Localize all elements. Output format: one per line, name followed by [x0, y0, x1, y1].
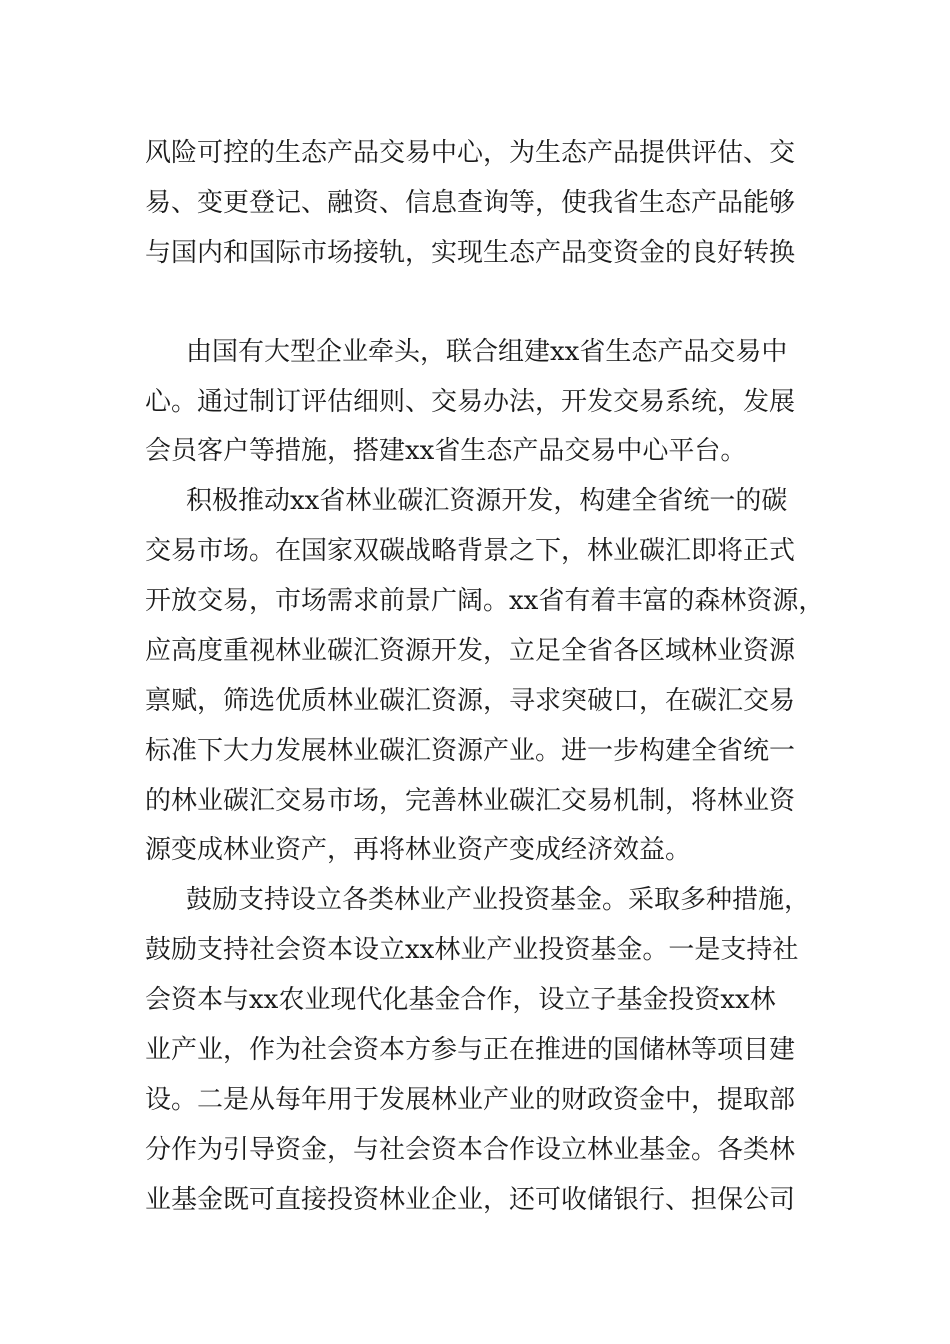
paragraph-2-line-1: 由国有大型企业牵头，联合组建xx省生态产品交易中	[186, 337, 788, 367]
paragraph-3-line-1: 积极推动xx省林业碳汇资源开发，构建全省统一的碳	[186, 486, 788, 516]
paragraph-3-line-2: 交易市场。在国家双碳战略背景之下，林业碳汇即将正式	[145, 536, 796, 566]
paragraph-1-line-2: 易、变更登记、融资、信息查询等，使我省生态产品能够	[145, 188, 796, 218]
paragraph-4-line-3: 会资本与xx农业现代化基金合作，设立子基金投资xx林	[145, 985, 776, 1015]
paragraph-3-line-4: 应高度重视林业碳汇资源开发，立足全省各区域林业资源	[145, 636, 796, 666]
paragraph-4-line-1: 鼓励支持设立各类林业产业投资基金。采取多种措施，	[186, 885, 811, 915]
paragraph-2-line-2: 心。通过制订评估细则、交易办法，开发交易系统，发展	[145, 387, 796, 417]
paragraph-4-line-7: 业基金既可直接投资林业企业，还可收储银行、担保公司	[145, 1185, 796, 1215]
paragraph-4-line-6: 分作为引导资金，与社会资本合作设立林业基金。各类林	[145, 1135, 796, 1165]
paragraph-4-line-5: 设。二是从每年用于发展林业产业的财政资金中，提取部	[145, 1085, 796, 1115]
paragraph-4-line-2: 鼓励支持社会资本设立xx林业产业投资基金。一是支持社	[145, 935, 799, 965]
paragraph-3-line-6: 标准下大力发展林业碳汇资源产业。进一步构建全省统一	[145, 736, 796, 766]
paragraph-3-line-8: 源变成林业资产，再将林业资产变成经济效益。	[145, 835, 692, 865]
paragraph-1-line-1: 风险可控的生态产品交易中心，为生态产品提供评估、交	[145, 138, 796, 168]
paragraph-1-line-3: 与国内和国际市场接轨，实现生态产品变资金的良好转换	[145, 238, 796, 268]
paragraph-3-line-5: 禀赋，筛选优质林业碳汇资源，寻求突破口，在碳汇交易	[145, 686, 796, 716]
paragraph-4-line-4: 业产业，作为社会资本方参与正在推进的国储林等项目建	[145, 1035, 796, 1065]
paragraph-3-line-3: 开放交易，市场需求前景广阔。xx省有着丰富的森林资源，	[145, 586, 825, 616]
paragraph-3-line-7: 的林业碳汇交易市场，完善林业碳汇交易机制，将林业资	[145, 786, 796, 816]
paragraph-2-line-3: 会员客户等措施，搭建xx省生态产品交易中心平台。	[145, 436, 747, 466]
